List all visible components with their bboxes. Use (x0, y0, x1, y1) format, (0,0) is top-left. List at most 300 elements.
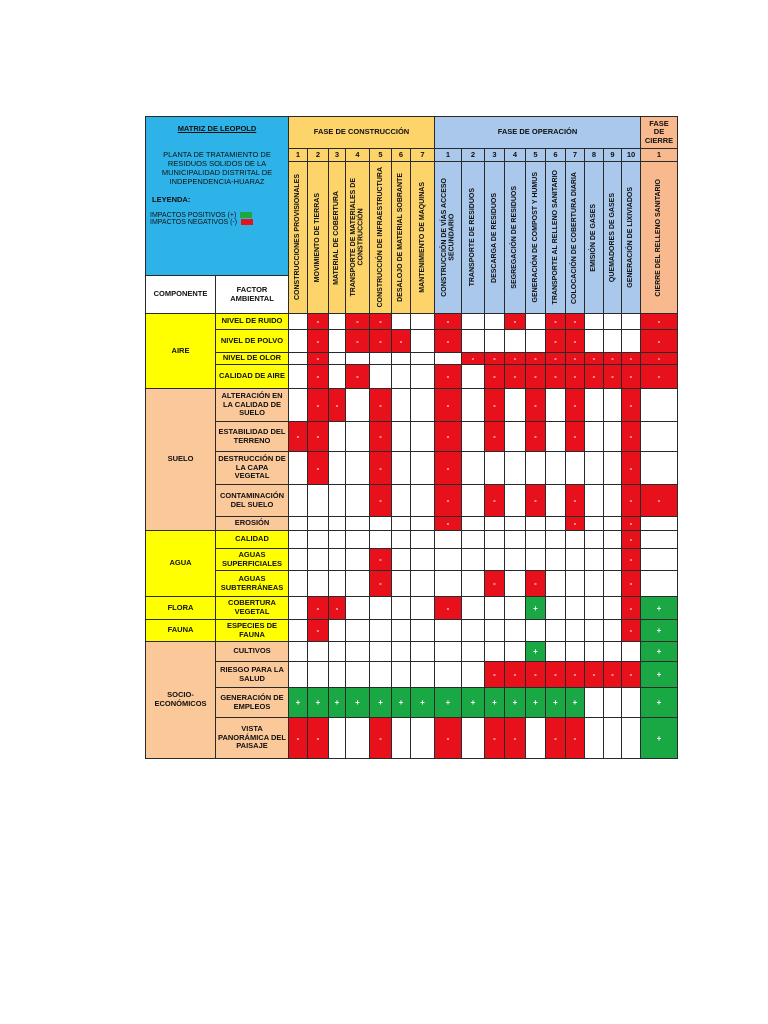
impact-mark: - (493, 372, 496, 381)
impact-empty (484, 530, 505, 549)
impact-empty (504, 451, 526, 485)
phase-name: FASE DE CONSTRUCCIÓN (313, 127, 410, 137)
action-label-text: MANTENIMIENTO DE MAQUINAS (418, 182, 426, 293)
impact-negative (621, 548, 641, 571)
action-number (391, 148, 411, 162)
impact-negative (434, 388, 462, 422)
impact-empty (391, 619, 411, 642)
impact-negative (345, 364, 370, 389)
action-number (434, 148, 462, 162)
impact-empty (545, 388, 566, 422)
impact-empty (328, 641, 346, 662)
impact-negative (369, 717, 392, 759)
impact-empty (434, 548, 462, 571)
impact-empty (410, 484, 435, 517)
legend-positive (150, 212, 284, 219)
action-number-text: 7 (572, 149, 578, 159)
impact-mark: - (471, 354, 475, 363)
impact-empty (565, 548, 585, 571)
impact-empty (328, 329, 346, 353)
impact-empty (288, 313, 308, 330)
impact-negative (434, 717, 462, 759)
impact-positive (640, 619, 678, 642)
impact-mark: - (493, 670, 496, 679)
impact-mark: - (573, 372, 577, 381)
impact-negative (369, 421, 392, 452)
phase-header (288, 116, 435, 149)
impact-empty (461, 641, 485, 662)
impact-empty (461, 661, 485, 688)
impact-empty (565, 641, 585, 662)
impact-mark: - (534, 670, 537, 679)
impact-empty (461, 548, 485, 571)
impact-mark: - (379, 336, 382, 346)
factor-cell (215, 596, 289, 620)
impact-empty (525, 548, 546, 571)
legend-positive-text: IMPACTOS POSITIVOS (+) (150, 212, 237, 220)
impact-mark: - (534, 432, 537, 441)
impact-mark: - (629, 400, 633, 410)
component-cell (145, 596, 216, 620)
factor-name: ESTABILIDAD DEL TERRENO (218, 426, 286, 445)
impact-positive (434, 687, 462, 718)
impact-mark: - (446, 336, 450, 346)
impact-mark: - (573, 432, 577, 441)
impact-mark: - (493, 496, 496, 505)
impact-empty (345, 596, 370, 620)
impact-mark: - (446, 432, 450, 441)
impact-empty (391, 313, 411, 330)
impact-negative (545, 364, 566, 389)
impact-empty (461, 421, 485, 452)
impact-empty (603, 451, 622, 485)
impact-empty (288, 329, 308, 353)
impact-mark: - (316, 432, 320, 441)
factor-cell (215, 687, 289, 718)
impact-empty (461, 484, 485, 517)
factor-name: CONTAMINACIÓN DEL SUELO (219, 490, 285, 509)
impact-negative (307, 364, 329, 389)
impact-mark: + (295, 698, 301, 707)
impact-negative (307, 313, 329, 330)
impact-empty (328, 717, 346, 759)
action-number (545, 148, 566, 162)
impact-empty (640, 570, 678, 597)
impact-empty (603, 717, 622, 759)
impact-mark: - (573, 317, 577, 326)
impact-empty (545, 641, 566, 662)
impact-mark: - (316, 372, 320, 381)
factor-cell (215, 484, 289, 517)
impact-mark: - (573, 496, 577, 505)
impact-empty (504, 596, 526, 620)
impact-empty (410, 596, 435, 620)
factor-name: NIVEL DE POLVO (220, 335, 284, 345)
impact-mark: - (316, 626, 320, 635)
impact-mark: + (355, 698, 360, 707)
impact-mark: - (573, 670, 577, 679)
impact-mark: + (420, 698, 425, 707)
impact-empty (391, 484, 411, 517)
impact-empty (484, 451, 505, 485)
impact-empty (504, 329, 526, 353)
action-number (640, 148, 678, 162)
action-label-text: MATERIAL DE COBERTURA (333, 190, 341, 285)
impact-mark: - (379, 432, 382, 441)
impact-positive (345, 687, 370, 718)
action-number (410, 148, 435, 162)
impact-empty (288, 364, 308, 389)
action-number-text: 3 (334, 149, 340, 159)
impact-empty (640, 421, 678, 452)
impact-empty (525, 451, 546, 485)
impact-empty (391, 641, 411, 662)
impact-mark: - (356, 372, 359, 381)
impact-mark: - (493, 579, 496, 588)
factor-name: EROSIÓN (234, 518, 270, 528)
impact-mark: - (657, 336, 661, 346)
impact-mark: + (656, 647, 662, 656)
impact-empty (410, 516, 435, 531)
impact-mark: - (629, 432, 633, 441)
impact-mark: - (446, 372, 450, 381)
impact-empty (603, 313, 622, 330)
impact-empty (584, 619, 604, 642)
impact-empty (410, 313, 435, 330)
action-number-text: 9 (610, 149, 615, 159)
impact-negative (525, 364, 546, 389)
impact-empty (391, 388, 411, 422)
action-label-text: TRANSPORTE DE MATERIALES DE CONSTRUCCIÓN (350, 178, 365, 297)
component-name: AGUA (169, 558, 192, 568)
action-label (640, 161, 678, 314)
impact-mark: - (657, 372, 661, 381)
impact-mark: + (378, 698, 383, 707)
impact-empty (584, 530, 604, 549)
impact-empty (434, 619, 462, 642)
action-number-text: 8 (591, 149, 597, 159)
factor-cell (215, 661, 289, 688)
factor-cell (215, 313, 289, 330)
impact-mark: - (534, 496, 537, 505)
impact-empty (584, 451, 604, 485)
impact-positive (640, 661, 678, 688)
impact-negative (565, 329, 585, 353)
impact-empty (504, 548, 526, 571)
action-label-text: DESALOJO DE MATERIAL SOBRANTE (397, 173, 405, 302)
action-label-text: CONSTRUCCIONES PROVISIONALES (294, 174, 302, 301)
factor-name: ALTERACIÓN EN LA CALIDAD DE SUELO (221, 391, 283, 418)
impact-mark: - (513, 670, 517, 679)
impact-mark: - (446, 317, 450, 326)
impact-mark: - (493, 400, 496, 410)
impact-empty (504, 530, 526, 549)
impact-negative (621, 516, 641, 531)
impact-empty (307, 570, 329, 597)
impact-mark: - (573, 733, 577, 743)
impact-negative (369, 451, 392, 485)
impact-mark: + (445, 698, 451, 707)
impact-empty (565, 530, 585, 549)
impact-mark: - (513, 372, 517, 381)
impact-mark: - (534, 354, 537, 363)
impact-empty (621, 329, 641, 353)
impact-empty (345, 421, 370, 452)
component-name: SUELO (167, 454, 194, 464)
action-label (603, 161, 622, 314)
factor-cell (215, 364, 289, 389)
impact-mark: - (316, 400, 320, 410)
impact-mark: - (629, 354, 633, 363)
impact-positive (391, 687, 411, 718)
impact-mark: - (356, 317, 359, 326)
action-number (307, 148, 329, 162)
impact-empty (391, 548, 411, 571)
component-name: FAUNA (167, 625, 194, 635)
action-number (565, 148, 585, 162)
impact-empty (345, 661, 370, 688)
action-number (484, 148, 505, 162)
legend-positive-swatch (240, 212, 252, 218)
impact-mark: - (592, 670, 596, 679)
impact-empty (288, 548, 308, 571)
impact-empty (434, 530, 462, 549)
impact-empty (288, 530, 308, 549)
impact-empty (603, 530, 622, 549)
impact-positive (525, 596, 546, 620)
impact-empty (410, 641, 435, 662)
header-component (145, 275, 216, 314)
impact-empty (307, 484, 329, 517)
impact-empty (461, 596, 485, 620)
impact-negative (328, 596, 346, 620)
impact-mark: + (572, 698, 578, 707)
impact-empty (545, 484, 566, 517)
factor-name: RIESGO PARA LA SALUD (220, 664, 284, 683)
factor-name: NIVEL DE OLOR (222, 353, 282, 363)
action-number-text: 1 (295, 149, 301, 159)
impact-empty (345, 641, 370, 662)
impact-negative (434, 451, 462, 485)
impact-negative (369, 313, 392, 330)
impact-negative (545, 661, 566, 688)
action-label (307, 161, 329, 314)
impact-negative (525, 570, 546, 597)
impact-empty (391, 516, 411, 531)
impact-empty (504, 570, 526, 597)
impact-negative (584, 661, 604, 688)
impact-empty (461, 530, 485, 549)
action-number (525, 148, 546, 162)
impact-empty (391, 421, 411, 452)
impact-empty (410, 421, 435, 452)
legend-negative (150, 219, 284, 226)
impact-empty (621, 313, 641, 330)
impact-empty (328, 619, 346, 642)
impact-negative (621, 451, 641, 485)
impact-empty (328, 548, 346, 571)
project-subtitle: PLANTA DE TRATAMIENTO DE RESIDUOS SOLIDOS DE LA MUNICIPALIDAD DISTRITAL DE INDEPENDENCIA-HUARAZ (161, 149, 273, 186)
impact-mark: - (657, 496, 661, 505)
impact-empty (307, 530, 329, 549)
impact-negative (504, 661, 526, 688)
impact-empty (410, 570, 435, 597)
factor-name: CULTIVOS (233, 646, 271, 656)
impact-negative (525, 484, 546, 517)
impact-empty (584, 329, 604, 353)
impact-empty (461, 717, 485, 759)
impact-negative (565, 364, 585, 389)
factor-cell (215, 619, 289, 642)
impact-empty (484, 641, 505, 662)
impact-mark: - (611, 372, 614, 381)
impact-empty (410, 548, 435, 571)
impact-mark: - (446, 463, 450, 473)
impact-mark: + (492, 698, 497, 707)
impact-negative (369, 548, 392, 571)
impact-empty (584, 484, 604, 517)
impact-empty (410, 329, 435, 353)
impact-mark: - (316, 463, 320, 473)
impact-empty (584, 687, 604, 718)
impact-negative (307, 596, 329, 620)
impact-positive (504, 687, 526, 718)
matrix-title: MATRIZ DE LEOPOLD (177, 124, 257, 133)
impact-negative (640, 484, 678, 517)
impact-empty (410, 717, 435, 759)
impact-empty (345, 388, 370, 422)
impact-negative (434, 421, 462, 452)
action-label (504, 161, 526, 314)
phase-header (434, 116, 641, 149)
impact-positive (288, 687, 308, 718)
action-label (288, 161, 308, 314)
action-label (410, 161, 435, 314)
impact-negative (565, 388, 585, 422)
impact-mark: - (573, 400, 577, 410)
impact-mark: - (534, 579, 537, 588)
factor-name: COBERTURA VEGETAL (228, 598, 276, 616)
impact-empty (288, 484, 308, 517)
impact-empty (328, 313, 346, 330)
impact-negative (307, 619, 329, 642)
action-number (461, 148, 485, 162)
impact-mark: - (493, 354, 496, 363)
action-label-text: TRANSPORTE DE RESIDUOS (469, 188, 477, 287)
impact-mark: - (534, 372, 537, 381)
impact-empty (345, 516, 370, 531)
impact-empty (288, 451, 308, 485)
impact-negative (369, 329, 392, 353)
impact-empty (603, 548, 622, 571)
impact-mark: - (592, 372, 596, 381)
factor-cell (215, 548, 289, 571)
impact-empty (621, 717, 641, 759)
impact-negative (288, 717, 308, 759)
impact-empty (328, 451, 346, 485)
impact-empty (525, 516, 546, 531)
impact-negative (525, 661, 546, 688)
impact-positive (484, 687, 505, 718)
impact-empty (603, 570, 622, 597)
impact-mark: - (513, 317, 517, 326)
action-label-text: CIERRE DEL RELLENO SANITARIO (655, 178, 663, 297)
factor-cell (215, 388, 289, 422)
impact-empty (410, 451, 435, 485)
impact-mark: - (316, 336, 320, 346)
impact-empty (461, 619, 485, 642)
action-number (603, 148, 622, 162)
component-cell (145, 530, 216, 597)
impact-empty (584, 421, 604, 452)
impact-empty (461, 329, 485, 353)
action-label (484, 161, 505, 314)
impact-empty (328, 530, 346, 549)
component-cell (145, 619, 216, 642)
impact-mark: - (316, 317, 320, 326)
action-number (584, 148, 604, 162)
header-factor-text: FACTOR AMBIENTAL (230, 284, 274, 303)
impact-mark: - (493, 733, 496, 743)
impact-positive (640, 687, 678, 718)
impact-negative (565, 313, 585, 330)
impact-negative (307, 329, 329, 353)
impact-negative (640, 329, 678, 353)
impact-empty (288, 641, 308, 662)
impact-positive (640, 717, 678, 759)
impact-empty (640, 516, 678, 531)
factor-name: NIVEL DE RUIDO (221, 316, 283, 326)
action-number-text: 5 (378, 149, 383, 159)
impact-positive (525, 641, 546, 662)
impact-negative (434, 329, 462, 353)
impact-mark: + (315, 698, 321, 707)
legend-negative-text: IMPACTOS NEGATIVOS (-) (150, 219, 238, 227)
impact-positive (410, 687, 435, 718)
factor-cell (215, 530, 289, 549)
impact-mark: - (379, 555, 382, 564)
factor-name: DESTRUCCIÓN DE LA CAPA VEGETAL (218, 454, 286, 481)
action-label-text: GENERACIÓN DE LIXIVIADOS (627, 187, 635, 288)
impact-mark: - (554, 336, 557, 346)
impact-empty (345, 570, 370, 597)
impact-mark: - (629, 372, 633, 381)
impact-empty (484, 313, 505, 330)
impact-empty (307, 661, 329, 688)
impact-mark: + (656, 670, 662, 679)
impact-mark: + (533, 647, 538, 656)
impact-mark: + (553, 698, 558, 707)
impact-mark: - (379, 496, 382, 505)
impact-empty (461, 313, 485, 330)
action-label (621, 161, 641, 314)
impact-mark: - (296, 733, 300, 743)
impact-negative (621, 596, 641, 620)
impact-empty (545, 421, 566, 452)
impact-negative (307, 421, 329, 452)
impact-negative (434, 364, 462, 389)
impact-empty (410, 619, 435, 642)
impact-negative (484, 364, 505, 389)
impact-negative (434, 313, 462, 330)
impact-empty (369, 596, 392, 620)
impact-positive (640, 641, 678, 662)
impact-mark: - (379, 317, 382, 326)
impact-mark: + (470, 698, 476, 707)
action-label (345, 161, 370, 314)
impact-empty (603, 484, 622, 517)
impact-mark: + (512, 698, 518, 707)
